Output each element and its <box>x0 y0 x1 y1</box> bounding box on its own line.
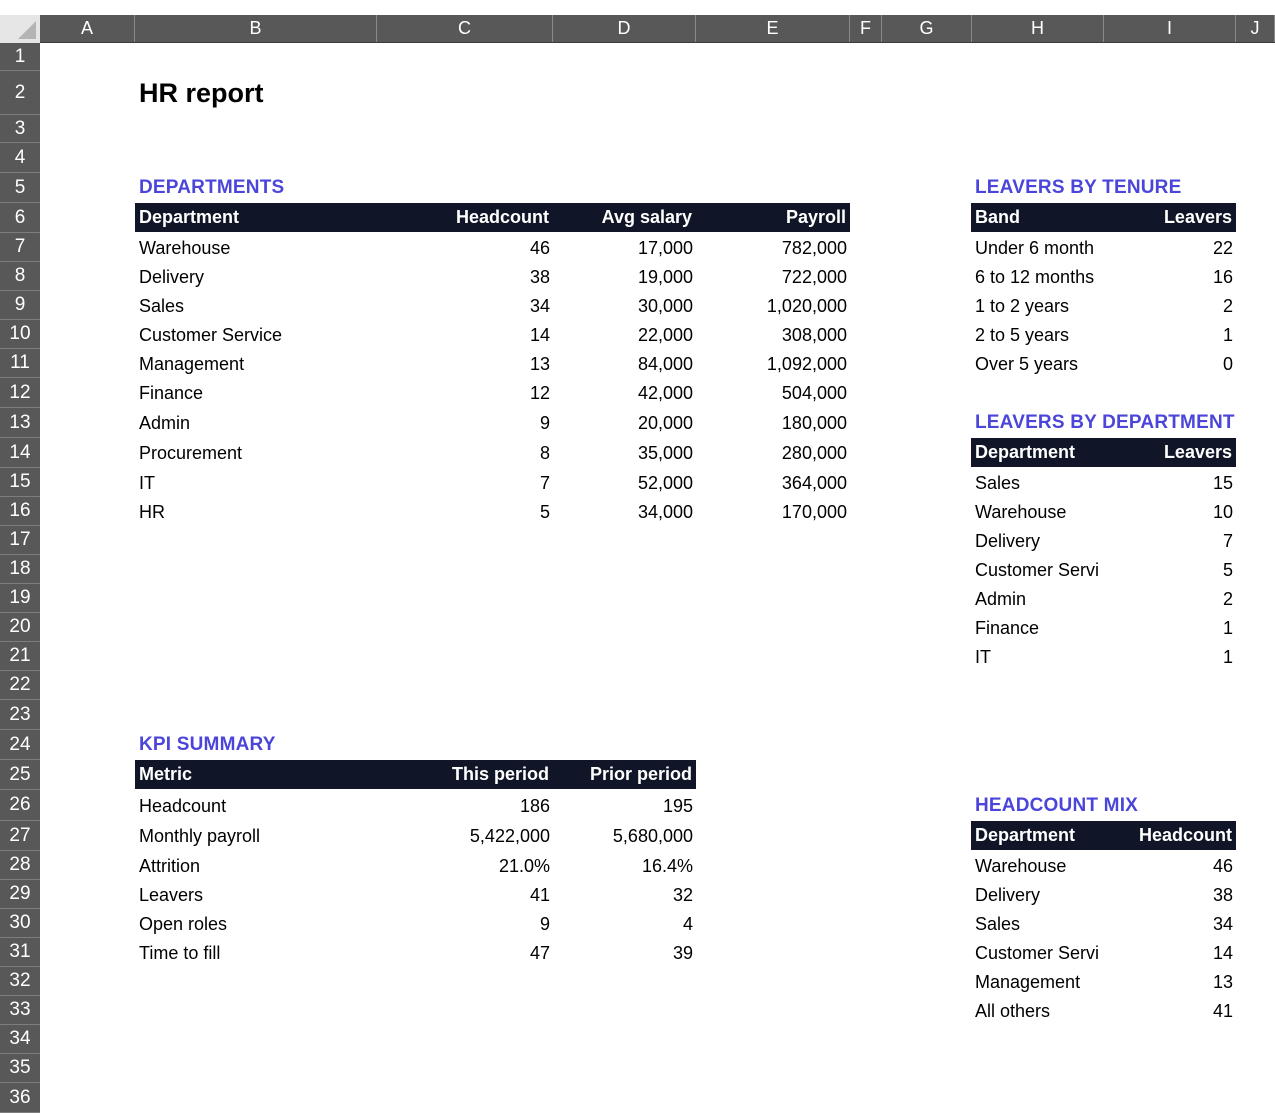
kpi-cell: Open roles <box>139 914 228 934</box>
kpi-cell: Headcount <box>139 796 227 816</box>
leavers-dept-cell: 1 <box>1222 647 1233 667</box>
departments-cell: 364,000 <box>781 473 847 493</box>
row-header-22[interactable]: 22 <box>0 671 40 700</box>
departments-cell: 13 <box>529 354 550 374</box>
leavers-dept-cell: Warehouse <box>975 502 1067 522</box>
column-header-d[interactable]: D <box>553 15 696 42</box>
departments-cell: 38 <box>529 267 550 287</box>
leavers-dept-cell: 1 <box>1222 618 1233 638</box>
header-divider <box>40 42 1275 43</box>
select-all-corner[interactable] <box>0 15 41 43</box>
kpi-cell: Leavers <box>139 885 204 905</box>
tenure-cell: 0 <box>1222 354 1233 374</box>
row-header-23[interactable]: 23 <box>0 700 40 730</box>
row-header-3[interactable]: 3 <box>0 115 40 143</box>
departments-cell: 8 <box>539 443 550 463</box>
departments-cell: 504,000 <box>781 383 847 403</box>
mix-cell: Sales <box>975 914 1021 934</box>
column-header-bar <box>0 0 1275 43</box>
kpi-cell: 32 <box>672 885 693 905</box>
departments-cell: Procurement <box>139 443 243 463</box>
kpi-cell: Monthly payroll <box>139 826 261 846</box>
mix-cell: Customer Servi <box>975 943 1100 963</box>
column-header-i[interactable]: I <box>1104 15 1236 42</box>
row-header-14[interactable]: 14 <box>0 438 40 468</box>
kpi-heading: KPI SUMMARY <box>139 734 276 755</box>
mix-cell: 41 <box>1212 1001 1233 1021</box>
departments-cell: IT <box>139 473 155 493</box>
leavers-dept-cell: 7 <box>1222 531 1233 551</box>
row-header-16[interactable]: 16 <box>0 497 40 526</box>
mix-cell: 46 <box>1212 856 1233 876</box>
mix-cell: 14 <box>1212 943 1233 963</box>
row-header-8[interactable]: 8 <box>0 262 40 291</box>
departments-cell: Delivery <box>139 267 205 287</box>
row-header-12[interactable]: 12 <box>0 378 40 408</box>
tenure-cell: 2 <box>1222 296 1233 316</box>
departments-cell: 46 <box>529 238 550 258</box>
kpi-cell: 21.0% <box>498 856 550 876</box>
leavers-dept-heading: LEAVERS BY DEPARTMENT <box>975 412 1235 433</box>
kpi-cell: 195 <box>662 796 693 816</box>
row-header-6[interactable]: 6 <box>0 203 40 233</box>
departments-cell: 30,000 <box>637 296 693 316</box>
departments-cell: 42,000 <box>637 383 693 403</box>
column-header-h[interactable]: H <box>972 15 1104 42</box>
formula-area-edge <box>0 0 1275 16</box>
kpi-cell: 39 <box>672 943 693 963</box>
tenure-col-leavers: Leavers <box>1163 207 1232 227</box>
row-header-15[interactable]: 15 <box>0 468 40 497</box>
departments-col-headcount: Headcount <box>455 207 549 227</box>
row-header-1[interactable]: 1 <box>0 43 40 71</box>
departments-col-department: Department <box>139 207 240 227</box>
departments-cell: 9 <box>539 413 550 433</box>
column-header-b[interactable]: B <box>135 15 377 42</box>
departments-cell: 5 <box>539 502 550 522</box>
departments-cell: 280,000 <box>781 443 847 463</box>
departments-cell: 14 <box>529 325 550 345</box>
kpi-header-row <box>135 760 696 789</box>
row-header-bar <box>0 43 40 1113</box>
row-header-35[interactable]: 35 <box>0 1054 40 1083</box>
kpi-cell: Attrition <box>139 856 201 876</box>
leavers-dept-cell: 15 <box>1212 473 1233 493</box>
tenure-cell: Under 6 month <box>975 238 1095 258</box>
departments-cell: Sales <box>139 296 185 316</box>
column-header-e[interactable]: E <box>696 15 850 42</box>
tenure-cell: 1 <box>1222 325 1233 345</box>
mix-heading: HEADCOUNT MIX <box>975 795 1139 816</box>
row-header-2[interactable]: 2 <box>0 71 40 115</box>
column-header-g[interactable]: G <box>882 15 972 42</box>
departments-cell: 34,000 <box>637 502 693 522</box>
departments-heading: DEPARTMENTS <box>139 177 285 198</box>
row-header-28[interactable]: 28 <box>0 851 40 880</box>
kpi-col-this-period: This period <box>451 764 549 784</box>
kpi-cell: 186 <box>519 796 550 816</box>
row-header-25[interactable]: 25 <box>0 760 40 790</box>
kpi-cell: 9 <box>539 914 550 934</box>
departments-cell: 782,000 <box>781 238 847 258</box>
departments-cell: 1,020,000 <box>766 296 847 316</box>
departments-cell: Management <box>139 354 245 374</box>
departments-cell: 20,000 <box>637 413 693 433</box>
departments-cell: 35,000 <box>637 443 693 463</box>
departments-cell: 308,000 <box>781 325 847 345</box>
kpi-col-metric: Metric <box>139 764 193 784</box>
departments-cell: 722,000 <box>781 267 847 287</box>
mix-cell: 34 <box>1212 914 1233 934</box>
row-header-10[interactable]: 10 <box>0 320 40 349</box>
row-header-21[interactable]: 21 <box>0 642 40 671</box>
select-all-icon <box>18 21 36 39</box>
row-header-27[interactable]: 27 <box>0 821 40 851</box>
row-header-30[interactable]: 30 <box>0 909 40 938</box>
tenure-cell: 16 <box>1212 267 1233 287</box>
kpi-cell: 47 <box>529 943 550 963</box>
kpi-cell: Time to fill <box>139 943 221 963</box>
departments-cell: 34 <box>529 296 550 316</box>
row-header-18[interactable]: 18 <box>0 555 40 584</box>
row-header-31[interactable]: 31 <box>0 938 40 967</box>
kpi-col-prior-period: Prior period <box>589 764 692 784</box>
departments-cell: 19,000 <box>637 267 693 287</box>
mix-col-headcount: Headcount <box>1138 825 1232 845</box>
departments-cell: Warehouse <box>139 238 231 258</box>
mix-cell: Warehouse <box>975 856 1067 876</box>
row-header-36[interactable]: 36 <box>0 1083 40 1113</box>
mix-col-department: Department <box>975 825 1076 845</box>
departments-col-payroll: Payroll <box>785 207 846 227</box>
kpi-cell: 41 <box>529 885 550 905</box>
tenure-header-row <box>971 203 1236 232</box>
page-title: HR report <box>139 78 264 108</box>
tenure-col-band: Band <box>975 207 1020 227</box>
leavers-dept-col-department: Department <box>975 442 1076 462</box>
row-header-33[interactable]: 33 <box>0 996 40 1025</box>
mix-header-row <box>971 821 1236 850</box>
departments-cell: 170,000 <box>781 502 847 522</box>
departments-cell: 12 <box>529 383 550 403</box>
column-header-c[interactable]: C <box>377 15 553 42</box>
departments-cell: Admin <box>139 413 191 433</box>
tenure-cell: 22 <box>1212 238 1233 258</box>
tenure-heading: LEAVERS BY TENURE <box>975 177 1182 198</box>
mix-cell: 38 <box>1212 885 1233 905</box>
leavers-dept-col-leavers: Leavers <box>1163 442 1232 462</box>
row-header-29[interactable]: 29 <box>0 880 40 909</box>
leavers-dept-cell: Customer Servi <box>975 560 1100 580</box>
departments-cell: 1,092,000 <box>766 354 847 374</box>
kpi-cell: 16.4% <box>641 856 693 876</box>
leavers-dept-cell: IT <box>975 647 991 667</box>
kpi-cell: 5,680,000 <box>612 826 693 846</box>
kpi-cell: 4 <box>682 914 693 934</box>
departments-cell: 180,000 <box>781 413 847 433</box>
leavers-dept-cell: 2 <box>1222 589 1233 609</box>
departments-cell: 84,000 <box>637 354 693 374</box>
departments-cell: HR <box>139 502 165 522</box>
leavers-dept-header-row <box>971 438 1236 467</box>
mix-cell: All others <box>975 1001 1051 1021</box>
leavers-dept-cell: Sales <box>975 473 1021 493</box>
kpi-cell: 5,422,000 <box>469 826 550 846</box>
row-header-11[interactable]: 11 <box>0 349 40 378</box>
row-header-7[interactable]: 7 <box>0 233 40 262</box>
row-header-17[interactable]: 17 <box>0 526 40 555</box>
row-header-26[interactable]: 26 <box>0 790 40 821</box>
mix-cell: Management <box>975 972 1081 992</box>
row-header-13[interactable]: 13 <box>0 408 40 438</box>
departments-cell: 52,000 <box>637 473 693 493</box>
departments-cell: 7 <box>539 473 550 493</box>
departments-col-avg-salary: Avg salary <box>601 207 692 227</box>
departments-cell: 17,000 <box>637 238 693 258</box>
departments-header-row <box>135 203 850 232</box>
column-header-a[interactable]: A <box>40 15 135 42</box>
tenure-cell: 6 to 12 months <box>975 267 1095 287</box>
tenure-cell: 2 to 5 years <box>975 325 1070 345</box>
column-header-f[interactable]: F <box>850 15 882 42</box>
leavers-dept-cell: 5 <box>1222 560 1233 580</box>
mix-cell: 13 <box>1212 972 1233 992</box>
leavers-dept-cell: Finance <box>975 618 1040 638</box>
departments-cell: Finance <box>139 383 204 403</box>
leavers-dept-cell: 10 <box>1212 502 1233 522</box>
row-header-24[interactable]: 24 <box>0 730 40 760</box>
mix-cell: Delivery <box>975 885 1041 905</box>
tenure-cell: 1 to 2 years <box>975 296 1070 316</box>
row-header-4[interactable]: 4 <box>0 143 40 173</box>
tenure-cell: Over 5 years <box>975 354 1079 374</box>
departments-cell: Customer Service <box>139 325 283 345</box>
leavers-dept-cell: Admin <box>975 589 1027 609</box>
row-header-34[interactable]: 34 <box>0 1025 40 1054</box>
column-header-j[interactable]: J <box>1236 15 1275 42</box>
row-header-32[interactable]: 32 <box>0 967 40 996</box>
departments-cell: 22,000 <box>637 325 693 345</box>
row-header-19[interactable]: 19 <box>0 584 40 613</box>
row-header-9[interactable]: 9 <box>0 291 40 320</box>
row-header-5[interactable]: 5 <box>0 173 40 203</box>
row-header-20[interactable]: 20 <box>0 613 40 642</box>
leavers-dept-cell: Delivery <box>975 531 1041 551</box>
